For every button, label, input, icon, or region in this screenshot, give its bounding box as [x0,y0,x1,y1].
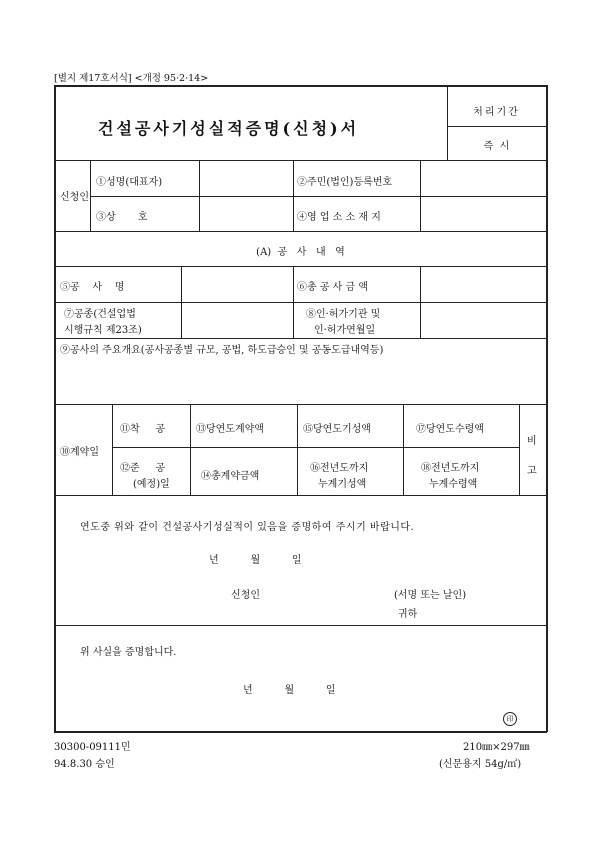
year-progress-label: ⑮당연도기성액 [303,424,371,435]
year-receipt-label: ⑰당연도수령액 [416,424,484,435]
prev-progress-label-2: 누계기성액 [318,479,367,490]
divider [112,404,113,495]
request-statement: 연도중 위와 같이 건설공사기성실적이 있음을 증명하여 주시기 바랍니다. [80,522,415,533]
frame-bottom [54,731,547,733]
prev-receipt-label-2: 누계수령액 [429,479,478,490]
work-type-label-2: 시행규칙 제23조) [64,325,142,336]
divider [293,160,294,231]
total-amount-label: ⑥총 공 사 금 액 [297,282,369,293]
seal-mark-icon: 印 [503,712,517,726]
form-number-label: [별지 제17호서식] <개정 95·2·14> [54,73,209,84]
paper-spec: (신문용지 54g/㎡) [439,759,522,770]
divider [55,338,546,339]
recipient-suffix: 귀하 [398,609,418,620]
approval-date: 94.8.30 승인 [54,759,115,770]
paper-size: 210㎜×297㎜ [463,742,530,753]
form-code: 30300-09111민 [54,742,131,753]
divider [90,196,546,197]
start-date-label: ⑪착 공 [120,424,166,435]
prev-receipt-label: ⑱전년도까지 [421,463,480,474]
divider [112,447,519,448]
work-summary-label: ⑨공사의 주요개요(공사공종별 규모, 공법, 하도급승인 및 공동도급내역등) [60,345,384,356]
company-name-label: ③상 호 [96,212,148,223]
frame-left [54,85,56,732]
request-date: 년 월 일 [209,555,302,566]
divider [55,625,546,626]
completion-date-label-2: (예정)일 [133,479,170,490]
year-contract-label: ⑬당연도계약액 [196,424,264,435]
divider [403,404,404,495]
document-title: 건설공사기성실적증명(신청)서 [98,119,360,138]
permit-label-2: 인·허가연월일 [314,325,376,336]
signature-or-seal-label: (서명 또는 날인) [394,590,467,601]
certify-statement: 위 사실을 증명합니다. [80,647,177,658]
remarks-label: 비 [527,436,537,447]
work-name-label: ⑤공 사 명 [60,282,125,293]
applicant-group-label: 신청인 [60,192,89,203]
divider [55,404,546,405]
work-type-label: ⑦공종(건설업법 [64,309,136,320]
remarks-label-2: 고 [527,466,537,477]
registration-number-label: ②주민(법인)등록번호 [297,177,393,188]
divider [55,302,546,303]
permit-label: ⑧인·허가기관 및 [306,309,381,320]
divider [420,160,421,231]
divider [297,404,298,495]
processing-period-label: 처리기간 [473,107,520,118]
business-address-label: ④영 업 소 소 재 지 [297,212,381,223]
divider [519,404,520,495]
divider [190,404,191,495]
total-contract-label: ⑭총계약금액 [201,471,260,482]
completion-date-label: ⑫준 공 [120,463,166,474]
name-label: ①성명(대표자) [96,177,163,188]
certify-date: 년 월 일 [243,685,336,696]
divider [55,266,546,267]
divider [55,231,546,232]
divider [199,160,200,231]
processing-period-value: 즉 시 [483,141,510,152]
divider [55,160,546,161]
frame-top [54,85,547,87]
section-a-title: (A) 공 사 내 역 [256,247,345,258]
contract-group-label: ⑩계약일 [60,447,99,458]
applicant-signature-label: 신청인 [231,590,260,601]
prev-progress-label: ⑯전년도까지 [310,463,369,474]
divider [447,126,546,127]
divider [55,495,546,496]
frame-right [546,85,548,732]
